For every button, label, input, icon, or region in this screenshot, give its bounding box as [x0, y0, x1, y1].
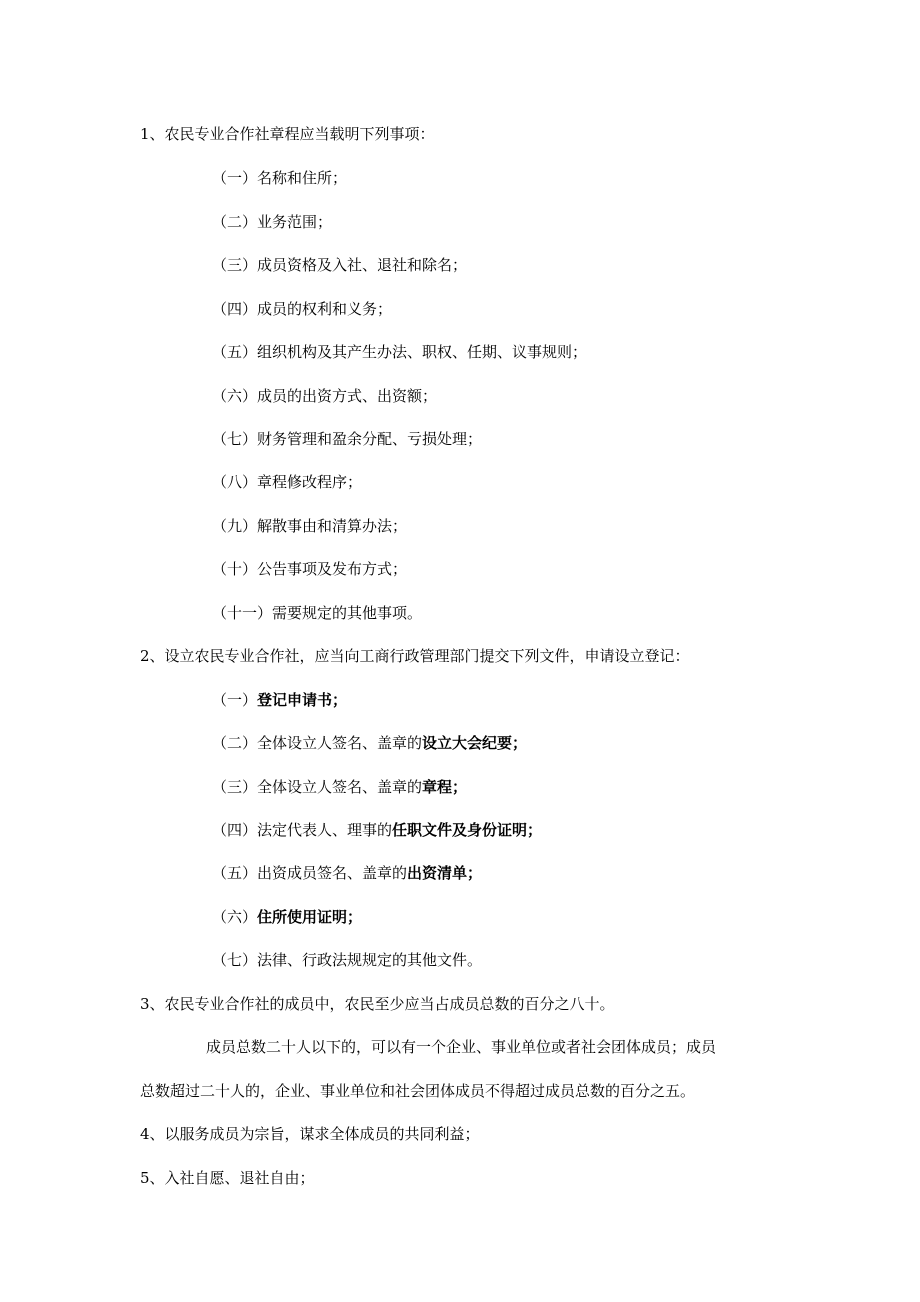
section-1-item: （七）财务管理和盈余分配、亏损处理；	[212, 430, 483, 448]
section-1-item: （十）公告事项及发布方式；	[212, 560, 408, 578]
section-2-heading: 2、设立农民专业合作社，应当向工商行政管理部门提交下列文件，申请设立登记：	[140, 647, 690, 665]
section-5-heading: 5、入社自愿、退社自由；	[140, 1169, 315, 1187]
item-text: 法定代表人、理事的	[257, 821, 393, 839]
section-2-item	[212, 863, 482, 883]
item-suffix: ；	[452, 778, 468, 796]
item-prefix: （六）	[212, 908, 258, 926]
item-emphasis: 设立大会纪要	[422, 734, 513, 752]
section-3-heading: 3、农民专业合作社的成员中，农民至少应当占成员总数的百分之八十。	[140, 995, 615, 1013]
item-suffix: ；	[332, 691, 348, 709]
item-emphasis: 登记申请书	[257, 691, 333, 709]
item-text: 法律、行政法规规定的其他文件。	[257, 951, 483, 969]
section-2-item	[212, 733, 527, 753]
section-1-item: （四）成员的权利和义务；	[212, 300, 393, 318]
section-1-item: （十一）需要规定的其他事项。	[212, 604, 423, 622]
item-prefix: （七）	[212, 951, 258, 969]
item-suffix: ；	[347, 908, 363, 926]
section-3-paragraph-line-2: 总数超过二十人的，企业、事业单位和社会团体成员不得超过成员总数的百分之五。	[140, 1082, 696, 1100]
item-text: 全体设立人签名、盖章的	[257, 734, 423, 752]
item-text: 出资成员签名、盖章的	[257, 864, 408, 882]
item-emphasis: 任职文件及身份证明	[392, 821, 528, 839]
item-prefix: （二）	[212, 734, 258, 752]
section-4-heading: 4、以服务成员为宗旨，谋求全体成员的共同利益；	[140, 1125, 480, 1143]
section-2-item	[212, 950, 482, 970]
section-1-item: （三）成员资格及入社、退社和除名；	[212, 256, 468, 274]
section-1-item: （九）解散事由和清算办法；	[212, 517, 408, 535]
item-emphasis: 出资清单	[407, 864, 468, 882]
item-suffix: ；	[467, 864, 483, 882]
section-2-item	[212, 820, 542, 840]
section-2-item	[212, 907, 362, 927]
section-1-item: （一）名称和住所；	[212, 169, 348, 187]
section-1-item: （八）章程修改程序；	[212, 473, 363, 491]
item-prefix: （一）	[212, 691, 258, 709]
item-prefix: （四）	[212, 821, 258, 839]
item-text: 全体设立人签名、盖章的	[257, 778, 423, 796]
item-prefix: （五）	[212, 864, 258, 882]
item-emphasis: 章程	[422, 778, 453, 796]
item-prefix: （三）	[212, 778, 258, 796]
section-2-item	[212, 777, 467, 797]
item-suffix: ；	[527, 821, 543, 839]
section-2-item	[212, 690, 347, 710]
section-1-item: （六）成员的出资方式、出资额；	[212, 387, 438, 405]
section-1-item: （二）业务范围；	[212, 213, 333, 231]
item-suffix: ；	[512, 734, 528, 752]
section-1-item: （五）组织机构及其产生办法、职权、任期、议事规则；	[212, 343, 588, 361]
section-3-paragraph-line-1: 成员总数二十人以下的，可以有一个企业、事业单位或者社会团体成员；成员	[206, 1038, 717, 1056]
item-emphasis: 住所使用证明	[257, 908, 348, 926]
section-1-heading: 1、农民专业合作社章程应当载明下列事项：	[140, 125, 435, 143]
